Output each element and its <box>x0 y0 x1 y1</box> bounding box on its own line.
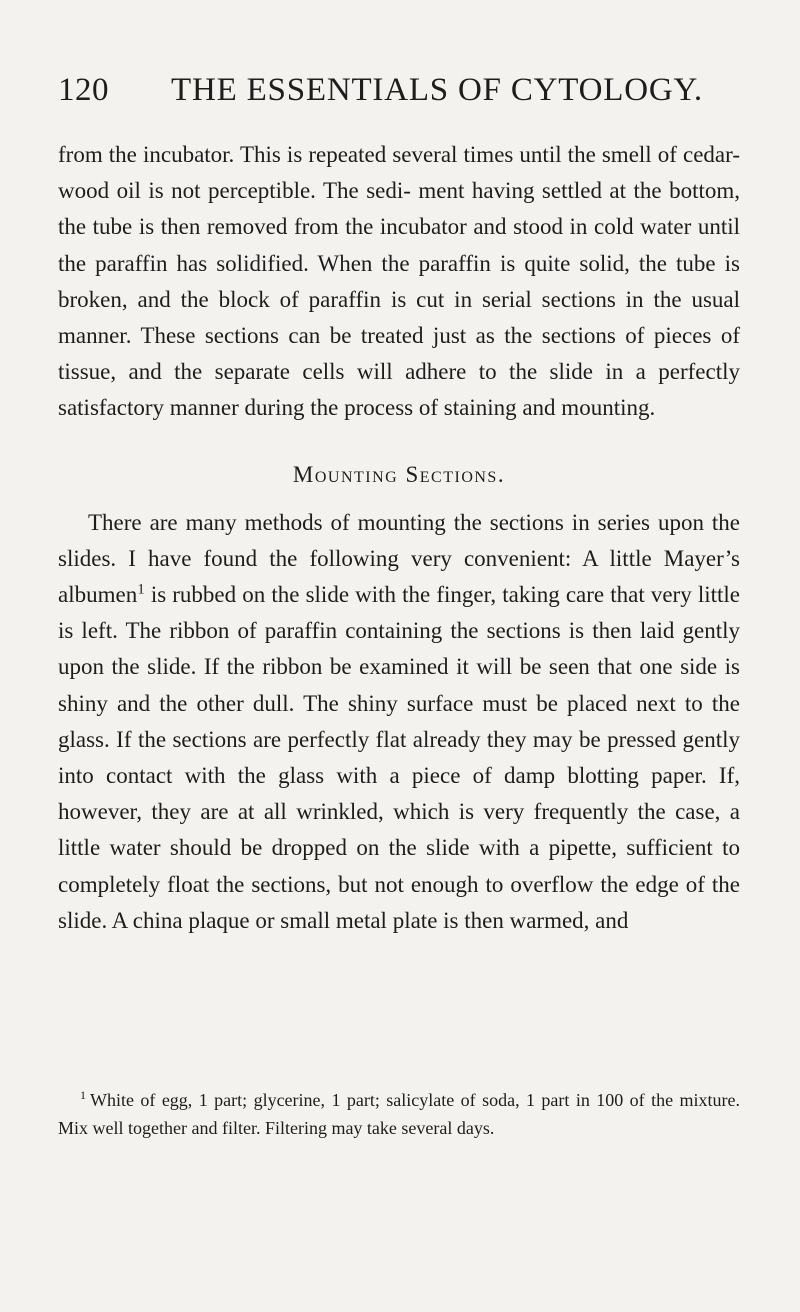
paragraph-mounting <box>58 505 740 939</box>
footnote-text: White of egg, 1 part; glycerine, 1 part; salicylate of soda, 1 part in 100 of the mixture. Mix well together and filter. Filtering may take several days. <box>58 1090 740 1138</box>
body-text <box>58 137 740 939</box>
running-title: THE ESSENTIALS OF CYTOLOGY. <box>171 72 703 108</box>
footnote-marker: 1 <box>80 1088 86 1102</box>
footnote-reference: 1 <box>137 581 145 598</box>
page-number: 120 <box>58 72 109 108</box>
footnote <box>58 1086 740 1142</box>
page-header <box>58 72 740 120</box>
paragraph-mounting-text-start: There are many methods of mounting the sections in series upon the slides. I have found the following very convenient: A little Mayer’s albumen <box>58 509 740 608</box>
paragraph-continued: from the incubator. This is repeated several times until the smell of cedar-wood oil is not perceptible. The sedi- ment having settled at the bottom, the tube is then removed from the incubator and stood in cold water until the paraffin has solidified. When the paraffin is quite solid, the tube is broken, and the block of paraffin is cut in serial sections in the usual manner. These sections can be treated just as the sections of pieces of tissue, and the separate cells will adhere to the slide in a perfectly satisfactory manner during the process of staining and mounting. <box>58 142 740 421</box>
paragraph-mounting-text-end: is rubbed on the slide with the finger, taking care that very little is left. The ribbon of paraffin containing the sections is then laid gently upon the slide. If the ribbon be examined it will be seen that one side is shiny and the other dull. The shiny surface must be placed next to the glass. If the sections are perfectly flat already they may be pressed gently into contact with the glass with a piece of damp blotting paper. If, however, they are at all wrinkled, which is very frequently the case, a little water should be dropped on the slide with a pipette, sufficient to completely float the sections, but not enough to overflow the edge of the slide. A china plaque or small metal plate is then warmed, and <box>58 582 740 933</box>
section-heading: Mounting Sections. <box>292 461 506 487</box>
